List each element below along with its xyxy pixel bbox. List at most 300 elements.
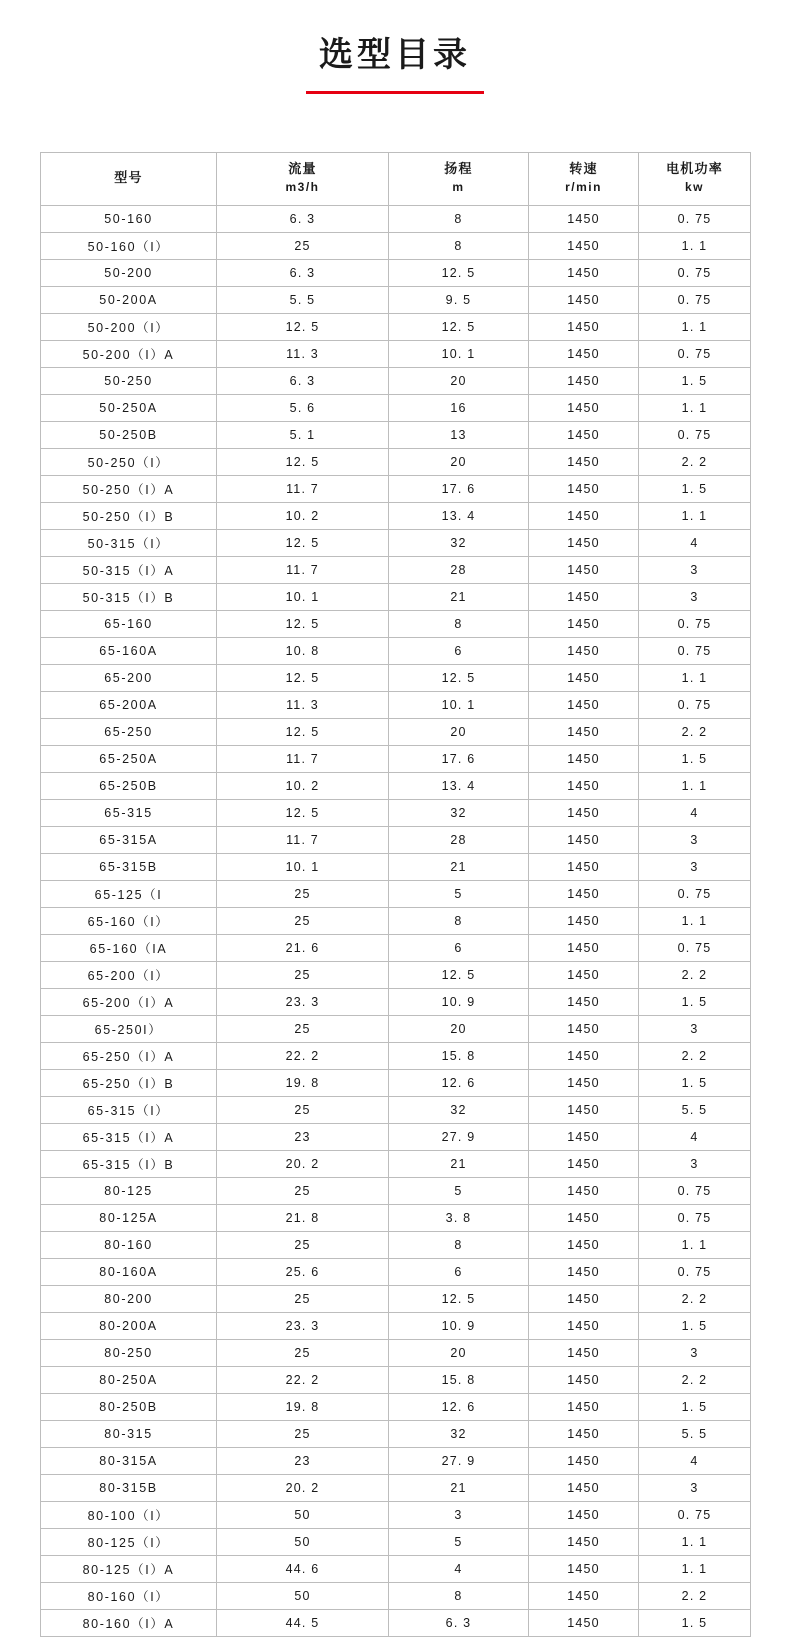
cell-power: 0. 75 — [639, 934, 751, 961]
cell-head: 8 — [389, 1582, 529, 1609]
cell-flow: 12. 5 — [217, 448, 389, 475]
table-row — [41, 232, 751, 259]
cell-power: 3 — [639, 826, 751, 853]
cell-speed: 1450 — [529, 1285, 639, 1312]
cell-power: 1. 1 — [639, 502, 751, 529]
cell-model: 65-250B — [41, 772, 217, 799]
cell-head: 27. 9 — [389, 1123, 529, 1150]
cell-head: 5 — [389, 880, 529, 907]
table-row — [41, 1312, 751, 1339]
cell-speed: 1450 — [529, 1474, 639, 1501]
cell-model: 65-250A — [41, 745, 217, 772]
cell-model: 50-315（I）B — [41, 583, 217, 610]
table-row — [41, 394, 751, 421]
cell-flow: 21. 8 — [217, 1204, 389, 1231]
cell-power: 1. 5 — [639, 1609, 751, 1636]
cell-flow: 23. 3 — [217, 988, 389, 1015]
cell-power: 2. 2 — [639, 718, 751, 745]
cell-power: 1. 5 — [639, 1393, 751, 1420]
cell-flow: 10. 2 — [217, 502, 389, 529]
cell-flow: 12. 5 — [217, 313, 389, 340]
cell-model: 50-250（I）A — [41, 475, 217, 502]
cell-speed: 1450 — [529, 1042, 639, 1069]
cell-head: 20 — [389, 367, 529, 394]
cell-head: 8 — [389, 610, 529, 637]
cell-power: 4 — [639, 799, 751, 826]
cell-head: 20 — [389, 1015, 529, 1042]
table-row — [41, 934, 751, 961]
spec-table — [40, 152, 751, 1637]
cell-model: 80-200A — [41, 1312, 217, 1339]
cell-flow: 25 — [217, 1285, 389, 1312]
cell-model: 65-160 — [41, 610, 217, 637]
table-row — [41, 340, 751, 367]
page-title: 选型目录 — [319, 36, 471, 74]
cell-head: 6 — [389, 934, 529, 961]
cell-flow: 20. 2 — [217, 1474, 389, 1501]
cell-power: 3 — [639, 1150, 751, 1177]
cell-head: 15. 8 — [389, 1366, 529, 1393]
cell-flow: 11. 7 — [217, 826, 389, 853]
cell-head: 27. 9 — [389, 1447, 529, 1474]
column-header-head-label: 扬程 — [444, 161, 473, 177]
cell-model: 80-160（I） — [41, 1582, 217, 1609]
cell-flow: 11. 7 — [217, 475, 389, 502]
cell-flow: 22. 2 — [217, 1042, 389, 1069]
cell-flow: 22. 2 — [217, 1366, 389, 1393]
cell-head: 12. 5 — [389, 664, 529, 691]
cell-head: 12. 5 — [389, 961, 529, 988]
cell-model: 50-200A — [41, 286, 217, 313]
cell-flow: 25 — [217, 1015, 389, 1042]
cell-speed: 1450 — [529, 853, 639, 880]
cell-flow: 12. 5 — [217, 664, 389, 691]
table-row — [41, 1474, 751, 1501]
cell-model: 65-250 — [41, 718, 217, 745]
spec-table-body — [41, 205, 751, 1636]
cell-speed: 1450 — [529, 1582, 639, 1609]
spec-table-head — [41, 152, 751, 205]
cell-head: 32 — [389, 1096, 529, 1123]
cell-power: 2. 2 — [639, 1582, 751, 1609]
table-row — [41, 772, 751, 799]
cell-head: 17. 6 — [389, 475, 529, 502]
cell-head: 5 — [389, 1528, 529, 1555]
cell-head: 13 — [389, 421, 529, 448]
cell-power: 2. 2 — [639, 448, 751, 475]
table-row — [41, 475, 751, 502]
table-header-row — [41, 152, 751, 205]
cell-model: 50-200（I） — [41, 313, 217, 340]
cell-model: 65-315B — [41, 853, 217, 880]
cell-head: 9. 5 — [389, 286, 529, 313]
cell-power: 1. 5 — [639, 1312, 751, 1339]
cell-head: 12. 5 — [389, 313, 529, 340]
cell-flow: 6. 3 — [217, 259, 389, 286]
cell-speed: 1450 — [529, 367, 639, 394]
cell-power: 3 — [639, 556, 751, 583]
table-row — [41, 637, 751, 664]
cell-flow: 19. 8 — [217, 1069, 389, 1096]
table-row — [41, 583, 751, 610]
cell-flow: 12. 5 — [217, 529, 389, 556]
cell-model: 80-315B — [41, 1474, 217, 1501]
cell-speed: 1450 — [529, 1609, 639, 1636]
cell-model: 80-250 — [41, 1339, 217, 1366]
cell-power: 1. 1 — [639, 664, 751, 691]
cell-speed: 1450 — [529, 1204, 639, 1231]
cell-model: 65-315（I）B — [41, 1150, 217, 1177]
cell-power: 0. 75 — [639, 880, 751, 907]
cell-power: 1. 5 — [639, 745, 751, 772]
cell-flow: 12. 5 — [217, 610, 389, 637]
cell-model: 65-315A — [41, 826, 217, 853]
cell-head: 15. 8 — [389, 1042, 529, 1069]
cell-flow: 25 — [217, 1420, 389, 1447]
cell-speed: 1450 — [529, 1096, 639, 1123]
cell-flow: 25 — [217, 1177, 389, 1204]
cell-flow: 11. 7 — [217, 745, 389, 772]
cell-flow: 6. 3 — [217, 367, 389, 394]
cell-flow: 10. 2 — [217, 772, 389, 799]
cell-flow: 25 — [217, 907, 389, 934]
column-header-flow-label: 流量 — [288, 161, 317, 177]
cell-power: 1. 1 — [639, 394, 751, 421]
cell-power: 1. 1 — [639, 772, 751, 799]
cell-head: 10. 1 — [389, 691, 529, 718]
table-row — [41, 1555, 751, 1582]
cell-speed: 1450 — [529, 691, 639, 718]
table-row — [41, 1393, 751, 1420]
cell-flow: 50 — [217, 1582, 389, 1609]
table-row — [41, 421, 751, 448]
cell-model: 50-250B — [41, 421, 217, 448]
cell-flow: 44. 6 — [217, 1555, 389, 1582]
cell-model: 65-160（I） — [41, 907, 217, 934]
cell-power: 0. 75 — [639, 259, 751, 286]
cell-head: 20 — [389, 1339, 529, 1366]
cell-speed: 1450 — [529, 1123, 639, 1150]
cell-head: 10. 1 — [389, 340, 529, 367]
cell-flow: 25 — [217, 961, 389, 988]
table-row — [41, 313, 751, 340]
cell-speed: 1450 — [529, 340, 639, 367]
column-header-flow-unit: m3/h — [285, 180, 320, 195]
cell-speed: 1450 — [529, 259, 639, 286]
cell-flow: 5. 1 — [217, 421, 389, 448]
cell-model: 50-250（I） — [41, 448, 217, 475]
cell-speed: 1450 — [529, 421, 639, 448]
cell-head: 21 — [389, 1474, 529, 1501]
cell-model: 80-200 — [41, 1285, 217, 1312]
cell-head: 13. 4 — [389, 502, 529, 529]
table-row — [41, 1609, 751, 1636]
table-row — [41, 799, 751, 826]
cell-power: 3 — [639, 1015, 751, 1042]
cell-flow: 10. 1 — [217, 853, 389, 880]
cell-head: 3 — [389, 1501, 529, 1528]
cell-head: 16 — [389, 394, 529, 421]
cell-speed: 1450 — [529, 1339, 639, 1366]
cell-model: 50-250（I）B — [41, 502, 217, 529]
cell-speed: 1450 — [529, 664, 639, 691]
cell-model: 50-250 — [41, 367, 217, 394]
table-row — [41, 1420, 751, 1447]
cell-head: 12. 6 — [389, 1393, 529, 1420]
cell-speed: 1450 — [529, 1420, 639, 1447]
cell-head: 28 — [389, 826, 529, 853]
cell-power: 0. 75 — [639, 205, 751, 232]
cell-power: 4 — [639, 1123, 751, 1150]
cell-power: 2. 2 — [639, 1285, 751, 1312]
column-header-speed-unit: r/min — [565, 180, 602, 195]
cell-power: 0. 75 — [639, 1177, 751, 1204]
table-row — [41, 1366, 751, 1393]
cell-speed: 1450 — [529, 880, 639, 907]
cell-model: 80-250B — [41, 1393, 217, 1420]
cell-head: 12. 5 — [389, 1285, 529, 1312]
cell-head: 6. 3 — [389, 1609, 529, 1636]
cell-flow: 6. 3 — [217, 205, 389, 232]
cell-head: 21 — [389, 853, 529, 880]
cell-head: 10. 9 — [389, 988, 529, 1015]
table-row — [41, 1177, 751, 1204]
cell-flow: 23 — [217, 1123, 389, 1150]
cell-flow: 10. 1 — [217, 583, 389, 610]
cell-model: 50-160 — [41, 205, 217, 232]
cell-model: 65-250I） — [41, 1015, 217, 1042]
table-row — [41, 826, 751, 853]
table-row — [41, 1096, 751, 1123]
cell-model: 80-125A — [41, 1204, 217, 1231]
table-row — [41, 1123, 751, 1150]
table-row — [41, 907, 751, 934]
cell-flow: 25 — [217, 232, 389, 259]
cell-head: 13. 4 — [389, 772, 529, 799]
cell-speed: 1450 — [529, 934, 639, 961]
cell-model: 65-315（I）A — [41, 1123, 217, 1150]
cell-flow: 12. 5 — [217, 799, 389, 826]
cell-model: 65-250（I）B — [41, 1069, 217, 1096]
title-block — [0, 28, 790, 94]
cell-head: 6 — [389, 637, 529, 664]
cell-flow: 25 — [217, 1231, 389, 1258]
cell-power: 1. 1 — [639, 232, 751, 259]
table-row — [41, 1339, 751, 1366]
cell-head: 8 — [389, 907, 529, 934]
table-row — [41, 1204, 751, 1231]
column-header-head — [389, 152, 529, 205]
cell-flow: 11. 7 — [217, 556, 389, 583]
cell-flow: 21. 6 — [217, 934, 389, 961]
cell-flow: 44. 5 — [217, 1609, 389, 1636]
cell-power: 1. 5 — [639, 367, 751, 394]
cell-speed: 1450 — [529, 610, 639, 637]
table-row — [41, 853, 751, 880]
cell-power: 2. 2 — [639, 1042, 751, 1069]
cell-flow: 23. 3 — [217, 1312, 389, 1339]
cell-speed: 1450 — [529, 1501, 639, 1528]
cell-flow: 25 — [217, 1339, 389, 1366]
table-row — [41, 502, 751, 529]
cell-speed: 1450 — [529, 637, 639, 664]
table-row — [41, 1285, 751, 1312]
table-row — [41, 1150, 751, 1177]
column-header-speed-label: 转速 — [569, 161, 598, 177]
cell-power: 0. 75 — [639, 421, 751, 448]
table-row — [41, 691, 751, 718]
cell-head: 8 — [389, 232, 529, 259]
cell-power: 0. 75 — [639, 1501, 751, 1528]
table-row — [41, 259, 751, 286]
cell-head: 10. 9 — [389, 1312, 529, 1339]
cell-head: 17. 6 — [389, 745, 529, 772]
cell-speed: 1450 — [529, 1069, 639, 1096]
cell-model: 65-250（I）A — [41, 1042, 217, 1069]
cell-model: 80-160（I）A — [41, 1609, 217, 1636]
cell-power: 3 — [639, 1339, 751, 1366]
cell-model: 65-200（I）A — [41, 988, 217, 1015]
cell-speed: 1450 — [529, 529, 639, 556]
cell-speed: 1450 — [529, 1393, 639, 1420]
cell-speed: 1450 — [529, 313, 639, 340]
cell-head: 32 — [389, 1420, 529, 1447]
cell-power: 4 — [639, 1447, 751, 1474]
table-row — [41, 1015, 751, 1042]
column-header-power — [639, 152, 751, 205]
cell-model: 65-200 — [41, 664, 217, 691]
cell-flow: 12. 5 — [217, 718, 389, 745]
cell-model: 65-160（IA — [41, 934, 217, 961]
table-row — [41, 556, 751, 583]
cell-model: 80-315A — [41, 1447, 217, 1474]
cell-flow: 23 — [217, 1447, 389, 1474]
cell-speed: 1450 — [529, 772, 639, 799]
cell-head: 21 — [389, 1150, 529, 1177]
cell-flow: 50 — [217, 1501, 389, 1528]
table-row — [41, 988, 751, 1015]
cell-model: 80-160A — [41, 1258, 217, 1285]
cell-head: 32 — [389, 799, 529, 826]
cell-model: 65-200（I） — [41, 961, 217, 988]
cell-power: 1. 1 — [639, 313, 751, 340]
table-row — [41, 1582, 751, 1609]
cell-speed: 1450 — [529, 1555, 639, 1582]
cell-head: 8 — [389, 1231, 529, 1258]
cell-power: 3 — [639, 583, 751, 610]
cell-speed: 1450 — [529, 394, 639, 421]
cell-speed: 1450 — [529, 583, 639, 610]
table-row — [41, 286, 751, 313]
cell-speed: 1450 — [529, 1015, 639, 1042]
cell-power: 0. 75 — [639, 637, 751, 664]
cell-speed: 1450 — [529, 205, 639, 232]
cell-flow: 11. 3 — [217, 340, 389, 367]
cell-head: 3. 8 — [389, 1204, 529, 1231]
cell-model: 65-200A — [41, 691, 217, 718]
cell-head: 4 — [389, 1555, 529, 1582]
cell-model: 80-315 — [41, 1420, 217, 1447]
cell-speed: 1450 — [529, 961, 639, 988]
cell-head: 6 — [389, 1258, 529, 1285]
table-row — [41, 664, 751, 691]
cell-power: 1. 5 — [639, 988, 751, 1015]
cell-flow: 11. 3 — [217, 691, 389, 718]
table-row — [41, 448, 751, 475]
cell-model: 65-315（I） — [41, 1096, 217, 1123]
cell-head: 8 — [389, 205, 529, 232]
table-row — [41, 1447, 751, 1474]
cell-speed: 1450 — [529, 799, 639, 826]
cell-speed: 1450 — [529, 907, 639, 934]
table-row — [41, 529, 751, 556]
cell-speed: 1450 — [529, 502, 639, 529]
cell-flow: 25 — [217, 880, 389, 907]
column-header-speed — [529, 152, 639, 205]
title-underline-rule — [306, 91, 484, 94]
cell-speed: 1450 — [529, 1150, 639, 1177]
cell-speed: 1450 — [529, 286, 639, 313]
cell-power: 5. 5 — [639, 1096, 751, 1123]
column-header-power-unit: kw — [684, 180, 704, 195]
cell-power: 2. 2 — [639, 961, 751, 988]
column-header-flow — [217, 152, 389, 205]
cell-speed: 1450 — [529, 1312, 639, 1339]
cell-power: 3 — [639, 853, 751, 880]
cell-power: 2. 2 — [639, 1366, 751, 1393]
cell-speed: 1450 — [529, 988, 639, 1015]
cell-model: 65-125（I — [41, 880, 217, 907]
cell-model: 50-200 — [41, 259, 217, 286]
cell-speed: 1450 — [529, 1177, 639, 1204]
cell-model: 80-125 — [41, 1177, 217, 1204]
cell-model: 50-315（I）A — [41, 556, 217, 583]
cell-power: 1. 5 — [639, 475, 751, 502]
table-row — [41, 1231, 751, 1258]
cell-speed: 1450 — [529, 745, 639, 772]
cell-power: 1. 1 — [639, 1528, 751, 1555]
table-row — [41, 718, 751, 745]
cell-power: 1. 1 — [639, 1231, 751, 1258]
cell-model: 50-250A — [41, 394, 217, 421]
cell-model: 65-160A — [41, 637, 217, 664]
cell-power: 1. 1 — [639, 907, 751, 934]
cell-power: 4 — [639, 529, 751, 556]
column-header-model — [41, 152, 217, 205]
cell-flow: 25 — [217, 1096, 389, 1123]
cell-head: 21 — [389, 583, 529, 610]
cell-speed: 1450 — [529, 448, 639, 475]
column-header-head-unit: m — [452, 180, 465, 195]
table-row — [41, 880, 751, 907]
cell-speed: 1450 — [529, 232, 639, 259]
cell-model: 50-160（I） — [41, 232, 217, 259]
cell-speed: 1450 — [529, 475, 639, 502]
cell-flow: 19. 8 — [217, 1393, 389, 1420]
cell-model: 80-100（I） — [41, 1501, 217, 1528]
cell-speed: 1450 — [529, 1447, 639, 1474]
table-row — [41, 205, 751, 232]
cell-flow: 25. 6 — [217, 1258, 389, 1285]
cell-power: 1. 1 — [639, 1555, 751, 1582]
cell-flow: 5. 6 — [217, 394, 389, 421]
cell-flow: 10. 8 — [217, 637, 389, 664]
cell-power: 0. 75 — [639, 1258, 751, 1285]
cell-head: 5 — [389, 1177, 529, 1204]
table-row — [41, 745, 751, 772]
cell-head: 12. 5 — [389, 259, 529, 286]
cell-power: 0. 75 — [639, 340, 751, 367]
